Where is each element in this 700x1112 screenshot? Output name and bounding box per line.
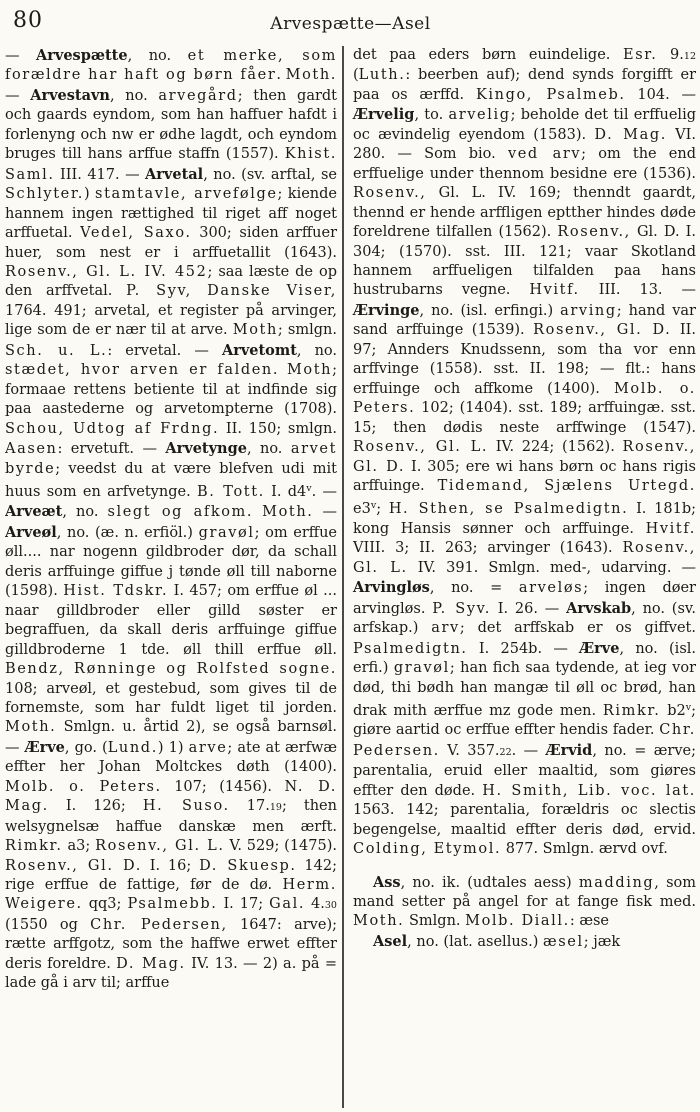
text-segment: : beerben auf); dend synds forgifft er paa os ærffd. [353,67,696,103]
text-segment: Rimkr. [5,838,63,855]
text-segment: v [306,482,312,494]
text-segment: Rosenv., Gl. D. [533,322,672,339]
text-segment: II. 150; smlgn. [219,420,337,437]
column-right [344,46,696,1108]
text-segment: , no. (isl. erfingi.) [419,302,561,319]
text-segment: ; hand var sand arffuinge (1539). [353,302,696,339]
paragraph [353,932,696,952]
text-segment: , no. [296,342,337,359]
text-segment: Gal. [269,896,306,913]
text-segment: N. D. Mag. [5,778,337,815]
text-segment: Schou, Udtog af Frdng. [5,420,220,437]
text-segment: 4. [305,896,325,913]
text-segment: Molb. Diall. [465,913,570,930]
text-segment: 107; (1456). [161,778,285,795]
headword: Arvingløs [353,579,430,597]
text-segment: : æse [569,913,610,930]
text-segment: 102; (1404). sst. 189; arffuingæ. sst. 15; then dødis neste arffwinge (1547). [353,400,696,436]
text-segment: gravøl [198,524,255,541]
text-segment: , go. ( [64,739,108,756]
text-segment: arvet byrde [5,441,338,477]
text-segment: , no. [246,441,291,458]
text-segment: I. 17; [217,896,270,913]
text-segment: gravøl [393,660,450,677]
text-segment: 108; arveøl, et gestebud, som gives til de fornemste, som har fuldt liget til jorden. [5,680,337,716]
text-segment: Rosenv., [557,224,631,241]
text-segment: , no. [127,48,188,64]
text-segment: 17. [229,798,270,815]
text-segment: P. Syv. [432,600,491,617]
text-segment: I. 254b. — [467,640,580,657]
text-segment: D. Skuesp. [199,857,297,874]
text-segment: : ervetuft. — [57,441,166,458]
text-segment: , no. (lat. asellus.) [407,933,543,950]
text-segment: Rimkr. [602,702,661,719]
headword: Asel [373,932,408,950]
text-segment: 300; siden arffuer huer, som nest er i arffuetallit (1643). [5,225,337,261]
paragraph [5,46,337,994]
headword: Arvetal [145,165,204,183]
text-segment: æsel [543,933,584,950]
text-segment: ; jæk [583,933,621,950]
headword: Ærve [579,639,620,657]
text-segment: Colding, Etymol. [353,841,502,858]
text-segment: ; ingen døer arvingløs. [353,580,696,617]
text-segment: 22 [499,746,512,758]
text-segment: Gl. D. I. 304; (1570). sst. III. 121; vaar Skotland hannem arffueligen tilfalden paa hans hustrubarns vegne. [353,224,696,299]
text-segment: det paa eders børn euindelige. [353,47,624,63]
text-segment: a3; [62,838,96,855]
text-segment: I. 16; [141,857,200,874]
running-header-title: Arvespætte—Asel [270,14,431,34]
text-segment: Moth. [353,913,405,930]
text-segment: ; formaae rettens betiente til at indfinde sig paa aastederne og arvetompterne (1708). [5,362,337,418]
text-segment: ) 1) [157,739,189,756]
text-segment: 9. [657,47,684,63]
text-segment: 142; rige erffue de fattige, før de dø. [5,857,337,894]
text-segment: ved arv [507,146,582,163]
text-segment: Sch. u. L. [5,342,108,359]
text-segment: Aasen [5,441,58,458]
text-segment: H. Sthen, se Psalmedigtn. [388,501,629,518]
text-segment: Psalmedigtn. [353,640,468,657]
text-segment: 1563. 142; parentalia, forældris oc slectis begengelse, maaltid effter deris død, ervid. [353,802,696,838]
text-segment: Chr. Pedersen. [353,722,696,759]
text-segment: . [276,67,286,84]
text-segment: I. d4 [264,483,307,500]
text-segment: Hvitf. [529,282,580,299]
text-segment: : ervetal. — [107,342,222,359]
text-segment: et merke, som forældre har haft og børn fåer [5,48,338,84]
text-segment: , no. (æ. n. erfiöl.) [56,524,199,541]
text-segment [279,362,287,378]
text-segment: P. Syv, Danske Viser, [126,283,337,300]
text-segment: . — [311,483,338,500]
text-segment: V. 357. [439,742,500,759]
headword: Ærve [24,738,65,756]
text-segment: 1647: arve); rætte arffgotz, som the haffwe erwet effter deris foreldre. [5,916,337,972]
text-segment: ( [353,67,359,84]
text-segment: v [370,500,377,512]
text-segment: , no. ik. (udtales aess) [400,874,579,891]
text-segment: Moth. [5,719,57,736]
text-segment: b2 [660,702,686,719]
text-segment: H. Suso. [142,798,230,815]
text-segment: I. 305; ere wi hans børn oc hans rigis arffuinge. [353,458,696,494]
text-segment: ; beholde det til erffuelig oc ævindelig eyendom (1583). [353,107,696,143]
text-segment: ; veedst du at være blefven udi mit huus som en arfvetynge. [5,460,337,500]
text-segment: Hvitf. [645,520,696,537]
text-segment: D. Mag. [116,955,186,972]
text-segment: Gl. L. IV. 169; thenndt gaardt, thennd er hende arffligen eptther hindes døde foreldrene tilfallen (1562). [353,185,696,241]
text-segment: Hist. Tdskr. [63,583,169,600]
text-segment: ; om erffue øll.... nar nogenn gildbroder dør, da schall deris arffuinge giffue j tønde øll till naborne (1598). [5,524,337,600]
text-segment: IV. 391. Smlgn. med-, udarving. — [407,559,696,576]
text-segment: Smlgn. u. årtid 2), se også barnsøl. — [5,719,337,756]
text-segment: ; om the end erffuelige under thennom besidne ere (1536). [353,146,696,182]
text-segment: arve [188,739,228,756]
headword: Arvskab [566,599,632,617]
text-segment: IV. 13. — 2) a. på = lade gå i arv til; arffue [5,955,338,992]
text-segment: I. 126; [48,798,143,815]
text-segment: H. Smith, Lib. voc. lat. [482,782,696,799]
text-segment: stædet, hvor arven er falden. [5,362,280,379]
text-segment: I. 181b; kong Hansis sønner och arffuinge. [353,501,696,537]
text-segment: madding [578,874,655,891]
text-segment: Moth [232,322,278,339]
column-left [5,46,342,1108]
text-segment: , no. [109,87,159,104]
headword: Arvetynge [165,440,247,458]
text-segment: stamtavle, arvefølge [95,186,278,203]
text-segment: e3 [353,501,371,518]
text-segment: VI. 280. — Som bio. [353,126,696,163]
text-segment: Rosenv., Gl. L. [353,439,489,456]
text-segment: Chr. Pedersen, [90,916,228,933]
text-segment: Tidemand, Sjælens Urtegd. [437,477,696,494]
text-segment: , no. = ærve; parentalia, eruid eller maaltid, som giøres effter den døde. [353,742,696,799]
text-segment: II. 97; Annders Knudssenn, som tha vor enn arffvinge (1558). sst. II. 198; — flt.: hans erffuinge och affkome (1400). [353,322,696,397]
headword: Ærvinge [353,301,420,319]
text-segment: arveløs [518,580,584,597]
text-segment: , no. (isl. erfi.) [353,640,696,677]
text-segment: ; giøre aartid oc erffue effter hendis fader. [353,702,696,739]
text-segment: Vedel, Saxo. [80,225,192,242]
text-segment: Kingo, Psalmeb. [475,86,626,103]
text-segment: , to. [414,107,449,124]
text-segment: Moth. [262,504,314,521]
text-segment: I. 457; om erffue øl ... naar gilldbroder eller gilld søster er begraffuen, da skall deris arffuinge giffue gilldbroderne 1 tde. øll thill erffue øll. [5,583,337,658]
text-segment: Moth [286,362,333,379]
text-segment: — [5,48,36,64]
text-segment: ; smlgn. [277,322,337,339]
text-segment: ; kiende hannem ingen rættighed til riget aff noget arffuetal. [5,186,337,242]
text-segment: v [685,701,692,713]
page-number: 80 [13,8,43,33]
text-segment: B. Tott. [196,483,265,500]
headword: Arvestavn [30,86,110,104]
text-segment: Molb. o. Peters. [353,380,696,417]
page-header [5,6,696,46]
paragraph [353,873,696,932]
text-segment: — [313,504,338,521]
text-segment: — [5,87,31,104]
text-segment: arving [560,302,617,319]
text-segment: , no. (sv. arftal, se [203,166,337,183]
text-columns [5,46,696,1108]
paragraph [353,46,696,860]
text-segment: Moth. [285,67,337,84]
text-segment: (1550 og [5,916,91,933]
text-segment: , no. (sv. arfskap.) [353,600,696,637]
text-segment: ; ate at ærfwæ effter her Johan Moltckes døth (1400). [5,739,338,776]
text-segment: V. 529; (1475). [224,838,338,855]
headword: Ærvelig [353,106,415,124]
text-segment: 104. — [625,86,696,103]
text-segment: Rosenv., Gl. D. [5,857,142,874]
text-segment: 877. Smlgn. ærvd ovf. [501,841,668,858]
headword: Arveæt [5,503,63,521]
text-segment: III. 417. — [54,166,146,183]
headword: Ærvid [545,741,593,759]
text-segment: slegt og afkom. [107,504,254,521]
text-segment: VIII. 3; II. 263; arvinger (1643). [353,540,623,557]
text-segment [253,504,262,520]
text-segment: ; saa læste de op den arffvetal. [5,263,337,300]
text-segment: D. Mag. [594,126,667,143]
text-segment: Herm. Weigere. [5,877,337,913]
text-segment: ; [376,501,389,518]
text-segment: 19 [269,802,282,814]
text-segment: . — [511,742,546,759]
text-segment: Rosenv., Gl. L. [353,540,696,576]
text-segment: Esr. [623,47,658,63]
text-segment: Schlyter. [5,186,84,203]
text-segment: Rosenv., Gl. D. [353,439,696,475]
text-segment: arv [431,620,460,637]
text-segment: Molb. o. Peters. [5,778,162,795]
text-segment: Rosenv., Gl. L. [95,838,225,855]
text-segment: Rosenv., [353,185,427,202]
text-segment: , no. [62,504,108,521]
text-segment: , no. = [429,580,519,597]
headword: Arvetomt [221,341,297,359]
text-segment: ) [83,186,96,203]
text-segment: 12 [683,51,696,62]
text-segment: Bendz, Rønninge og Rolfsted sogne. [5,661,337,678]
headword: Ass [373,873,401,891]
text-segment: 30 [324,900,337,912]
text-segment: Khist. Saml. [5,146,337,183]
text-segment: qq3; [82,896,128,913]
text-segment: Rosenv., Gl. L. IV. 452 [5,263,208,280]
text-segment: Psalmebb. [127,896,218,913]
text-segment: III. 13. — [579,282,696,299]
text-segment: Smlgn. [404,913,466,930]
text-segment: ; then welsygnelsæ haffue danskæ men ærft. [5,798,337,835]
text-segment: arvelig [448,107,511,124]
text-segment: 1764. 491; arvetal, et register på arvinger, lige som de er nær til at arve. [5,302,337,339]
headword: Arvespætte [36,47,128,64]
text-segment: ; det arffskab er os giffvet. [459,620,696,637]
text-segment: I. 26. — [490,600,567,617]
text-segment: ; han fich saa tydende, at ieg vor død, thi bødh han mangæ til øll oc brød, han drak mith ærffue mz gode men. [353,660,696,719]
headword: Arveøl [5,523,57,541]
text-segment: arvegård [158,87,238,104]
text-segment: Luth. [358,67,406,84]
text-segment: Lund. [107,739,158,756]
text-segment: , som mand setter på angel for at fange fisk med. [353,874,696,911]
text-segment: IV. 224; (1562). [488,439,623,456]
text-segment: ; then gardt och gaards eyndom, som han haffuer hafdt i forlenyng och nw er ødhe lagdt, och eyndom bruges till hans arffue staffn (1557). [5,87,338,163]
